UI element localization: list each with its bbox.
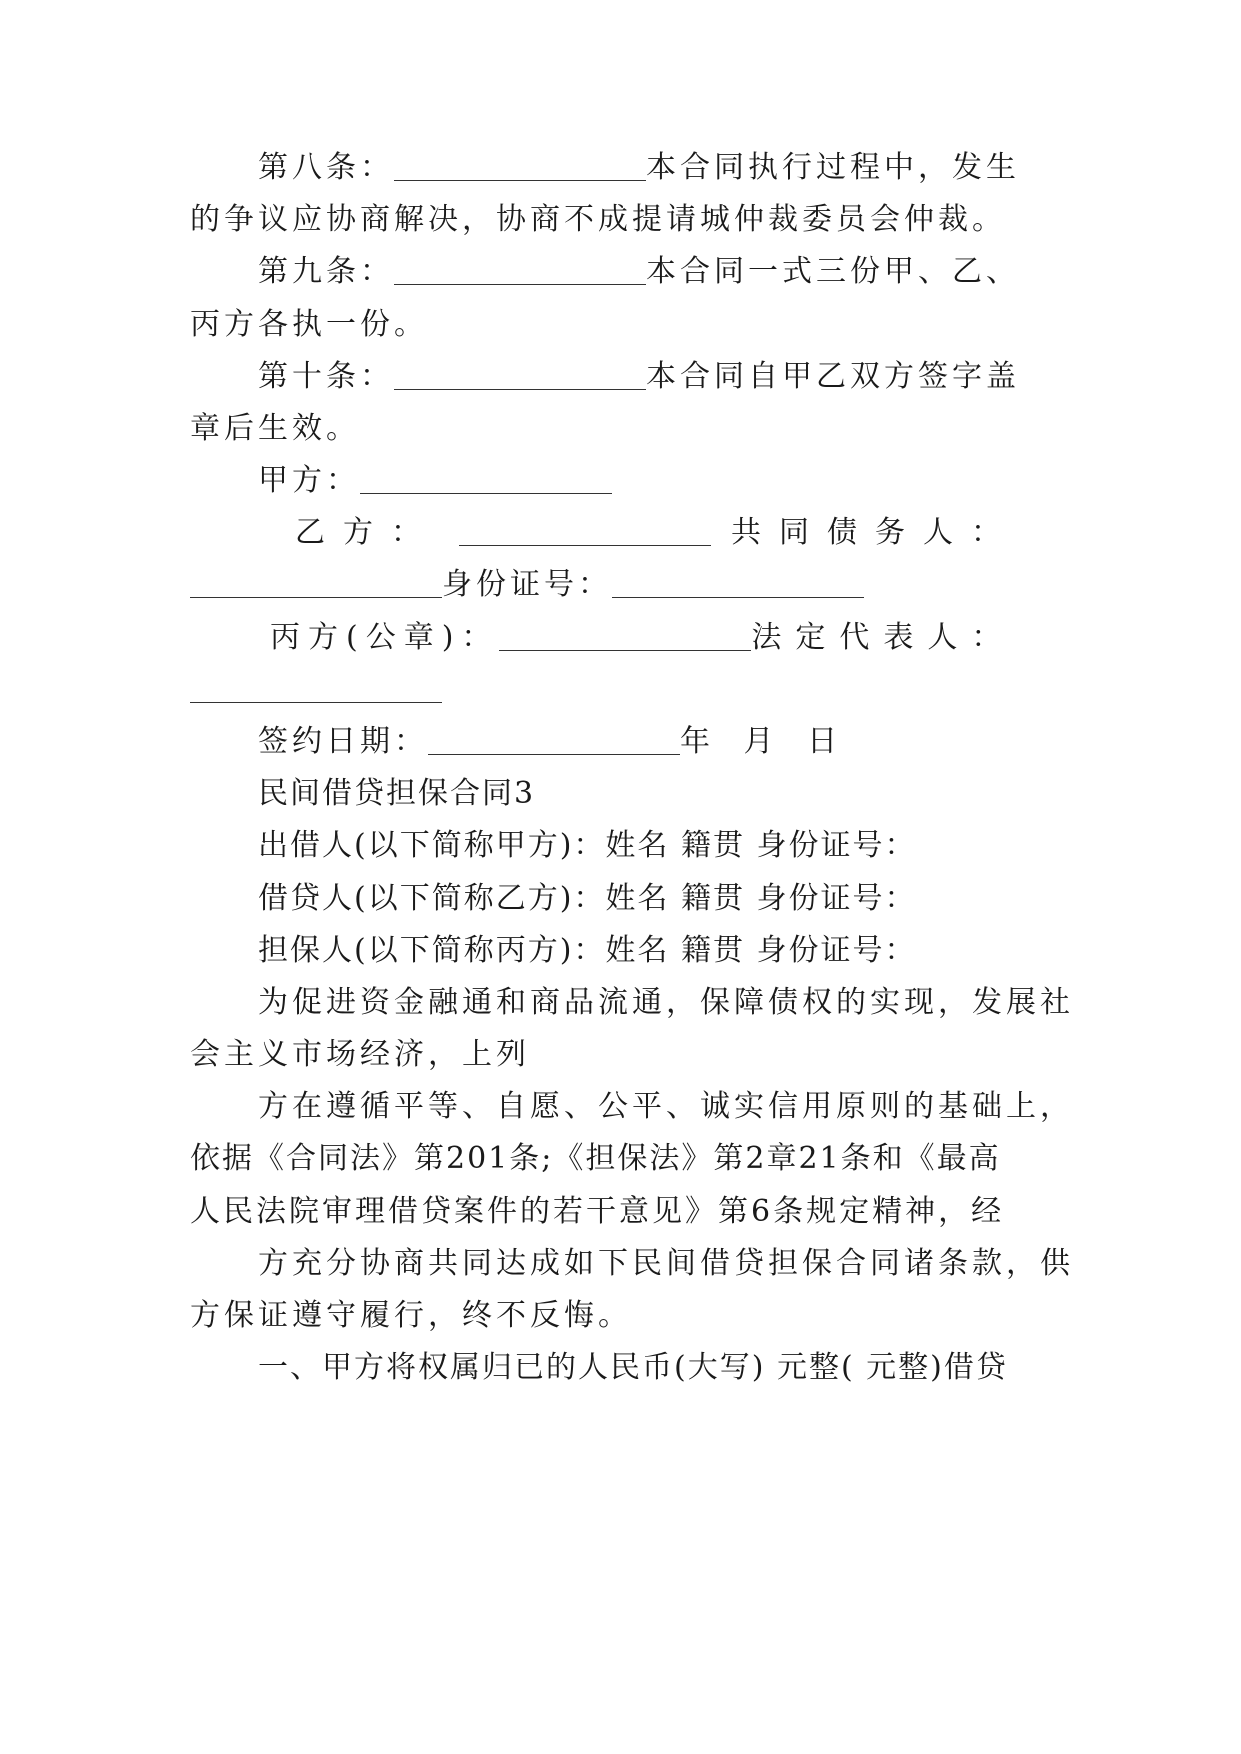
party-a-label: 甲方： xyxy=(258,463,360,498)
party-a-line xyxy=(258,461,1241,501)
blank-field xyxy=(394,150,646,181)
article-10-continuation: 章后生效。 xyxy=(190,411,360,446)
party-b-blank xyxy=(459,515,711,546)
section-title: 民间借贷担保合同3 xyxy=(258,776,536,811)
article-8-label: 第八条： xyxy=(258,150,394,185)
article-10-text: 本合同自甲乙双方签字盖 xyxy=(646,359,1020,394)
co-debtor-label: 共同债务人： xyxy=(731,515,1019,550)
paragraph-line: 一、甲方将权属归已的人民币(大写) 元整( 元整)借贷 xyxy=(258,1350,1008,1385)
paragraph-line: 依据《合同法》第201条;《担保法》第2章21条和《最高 xyxy=(190,1141,1001,1176)
legal-rep-blank xyxy=(190,672,442,703)
lender-info: 出借人(以下简称甲方)：姓名 籍贯 身份证号： xyxy=(258,828,917,863)
id-number-label: 身份证号： xyxy=(442,567,612,602)
sign-date-line xyxy=(258,722,1241,762)
party-b-label: 乙方： xyxy=(295,515,439,550)
sign-date-label: 签约日期： xyxy=(258,724,428,759)
party-c-blank xyxy=(499,620,751,651)
blank-field xyxy=(394,359,646,390)
party-c-label: 丙方(公章)： xyxy=(270,620,500,655)
article-8-continuation: 的争议应协商解决，协商不成提请城仲裁委员会仲裁。 xyxy=(190,202,1006,237)
article-10-label: 第十条： xyxy=(258,359,394,394)
paragraph-line: 人民法院审理借贷案件的若干意见》第6条规定精神，经 xyxy=(190,1194,1005,1229)
article-10-line xyxy=(258,357,1241,397)
article-9-text: 本合同一式三份甲、乙、 xyxy=(646,254,1020,289)
paragraph-line: 方保证遵守履行，终不反悔。 xyxy=(190,1298,632,1333)
id-number-line xyxy=(190,565,1241,605)
article-9-line xyxy=(258,252,1241,292)
sign-date-blank xyxy=(428,724,680,755)
article-8-text: 本合同执行过程中，发生 xyxy=(646,150,1020,185)
blank-field xyxy=(394,254,646,285)
borrower-info: 借贷人(以下简称乙方)：姓名 籍贯 身份证号： xyxy=(258,881,917,916)
paragraph-line: 会主义市场经济，上列 xyxy=(190,1037,530,1072)
article-9-continuation: 丙方各执一份。 xyxy=(190,307,428,342)
article-8-line xyxy=(258,148,1241,188)
co-debtor-blank xyxy=(190,567,442,598)
paragraph-line: 方充分协商共同达成如下民间借贷担保合同诸条款，供 xyxy=(258,1246,1074,1281)
party-b-line xyxy=(295,513,1241,553)
party-c-line xyxy=(270,618,1241,658)
party-a-blank xyxy=(360,463,612,494)
legal-rep-label: 法定代表人： xyxy=(751,620,1016,655)
article-9-label: 第九条： xyxy=(258,254,394,289)
paragraph-line: 方在遵循平等、自愿、公平、诚实信用原则的基础上， xyxy=(258,1089,1074,1124)
id-number-blank xyxy=(612,567,864,598)
paragraph-line: 为促进资金融通和商品流通，保障债权的实现，发展社 xyxy=(258,985,1074,1020)
sign-date-units: 年 月 日 xyxy=(680,724,850,759)
legal-rep-blank-line xyxy=(190,670,1241,710)
guarantor-info: 担保人(以下简称丙方)：姓名 籍贯 身份证号： xyxy=(258,933,917,968)
